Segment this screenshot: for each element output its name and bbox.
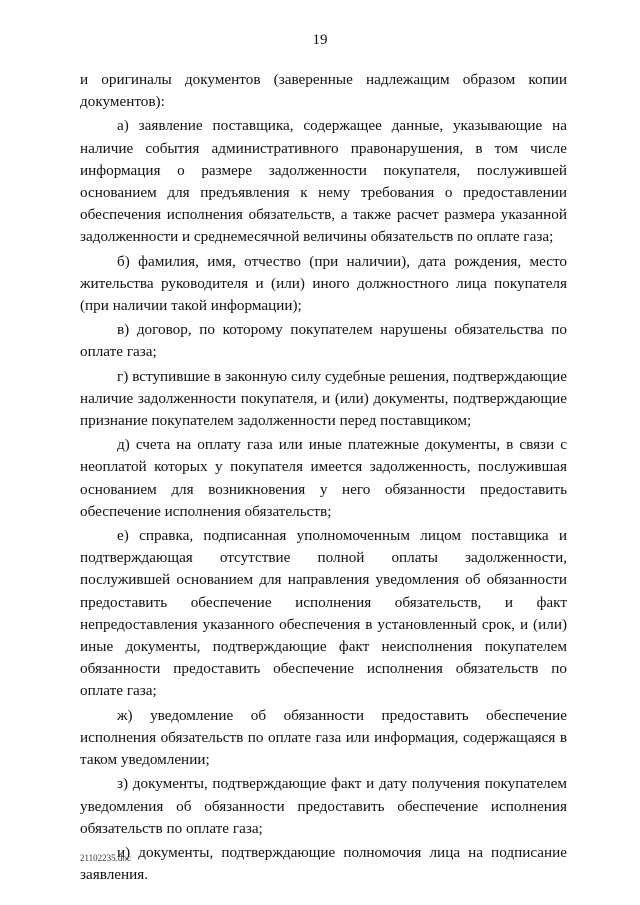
document-body <box>80 69 567 888</box>
list-item-b: б) фамилия, имя, отчество (при наличии), дата рождения, место жительства руководителя и (или) иного должностного лица покупателя (при наличии такой информации); <box>80 252 567 315</box>
list-item-v: в) договор, по которому покупателем нарушены обязательства по оплате газа; <box>80 321 567 361</box>
list-item-d: д) счета на оплату газа или иные платежные документы, в связи с неоплатой которых у покупателя имеется задолженность, послужившая основанием для возникновения у него обязанности предоставить обеспечение исполнения обязательств; <box>80 436 567 520</box>
intro-paragraph: и оригиналы документов (заверенные надлежащим образом копии документов): <box>80 71 567 111</box>
list-item-z: з) документы, подтверждающие факт и дату получения покупателем уведомления об обязанности предоставить обеспечение исполнения обязательств по оплате газа; <box>80 775 567 837</box>
page-number: 19 <box>312 32 328 48</box>
list-item-zh: ж) уведомление об обязанности предоставить обеспечение исполнения обязательств по оплате газа или информация, содержащаяся в таком уведомлении; <box>80 706 567 769</box>
list-item-a: а) заявление поставщика, содержащее данные, указывающие на наличие события административного правонарушения, в том числе информация о размере задолженности покупателя, послужившей основанием для предъявления к нему требования о предоставлении обеспечения исполнения обязательств, а также расчет размера указанной задолженности и среднемесячной величины обязательств по оплате газа; <box>80 117 567 246</box>
list-item-g: г) вступившие в законную силу судебные решения, подтверждающие наличие задолженности покупателя, и (или) документы, подтверждающие признание покупателем задолженности перед поставщиком; <box>80 367 567 430</box>
list-item-e: е) справка, подписанная уполномоченным лицом поставщика и подтверждающая отсутствие полной оплаты задолженности, послужившей основанием для направления уведомления об обязанности предоставить обеспечение исполнения обязательств, и факт непредоставления указанного обеспечения в установленный срок, и (или) иные документы, подтверждающие факт неисполнения покупателем обязанности предоставить обеспечение исполнения обязательств по оплате газа; <box>80 527 567 700</box>
document-file-code: 21102235.doc <box>80 853 131 863</box>
list-item-i: и) документы, подтверждающие полномочия лица на подписание заявления. <box>80 843 567 884</box>
